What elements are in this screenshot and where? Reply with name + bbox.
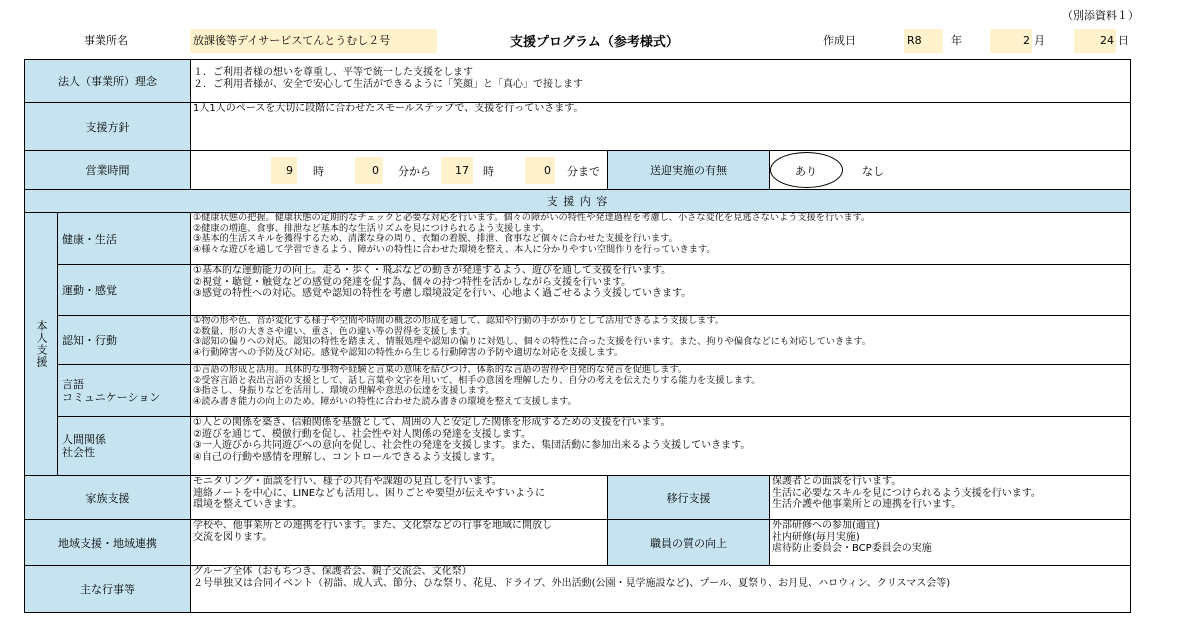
motor-text: ①基本的な運動能力の向上。走る・歩く・飛ぶなどの動きが発達するよう、遊びを通して支援を行います。 ②視覚・聴覚・触覚などの感覚の発達を促す為、個々の持つ特性を活かしながら支援を行います。 ③感覚の特性への対応。感覚や認知の特性を考慮し環境設定を行い、心地よく過ごせるよう支援していきます。 bbox=[190, 264, 1131, 316]
office-label: 事業所名 bbox=[84, 34, 128, 47]
created-label: 作成日 bbox=[823, 34, 856, 47]
end-hour: 17 bbox=[441, 157, 473, 184]
staff-text: 外部研修への参加(適宜) 社内研修(毎月実施) 虐待防止委員会・BCP委員会の実施 bbox=[769, 519, 1131, 566]
self-support-label: 本人支援 bbox=[24, 212, 58, 476]
events-label: 主な行事等 bbox=[24, 565, 191, 613]
minute-until: 分まで bbox=[567, 164, 600, 178]
relations-label: 人間関係 社会性 bbox=[57, 416, 191, 476]
transport-yes: あり bbox=[795, 164, 817, 178]
family-text: モニタリング・面談を行い、様子の共有や課題の見直しを行います。 連絡ノートを中心に、LINEなども活用し、困りごとや要望が伝えやすいように 環境を整えていきます。 bbox=[190, 475, 608, 520]
month-unit: 月 bbox=[1034, 34, 1045, 47]
transport-label: 送迎実施の有無 bbox=[607, 150, 770, 190]
transition-text: 保護者との面談を行います。 生活に必要なスキルを見につけられるよう支援を行います。 生活介護や他事業所との連携を行います。 bbox=[769, 475, 1131, 520]
motor-label: 運動・感覚 bbox=[57, 264, 191, 316]
cognition-label: 認知・行動 bbox=[57, 315, 191, 365]
policy-label: 支援方針 bbox=[24, 102, 191, 151]
hours-label: 営業時間 bbox=[24, 150, 191, 190]
created-month: 2 bbox=[990, 29, 1032, 53]
created-day: 24 bbox=[1074, 29, 1116, 53]
appendix-note: （別添資料１） bbox=[1062, 9, 1139, 22]
day-unit: 日 bbox=[1118, 34, 1129, 47]
staff-label: 職員の質の向上 bbox=[607, 519, 770, 566]
philosophy-text: １．ご利用者様の想いを尊重し、平等で統一した支援をします ２．ご利用者様が、安全で安心して生活ができるように「笑顔」と「真心」で接します bbox=[190, 59, 1131, 103]
language-label: 言語 コミュニケーション bbox=[57, 364, 191, 417]
end-minute: 0 bbox=[525, 157, 555, 184]
start-minute: 0 bbox=[355, 157, 383, 184]
start-hour: 9 bbox=[271, 157, 297, 184]
page-title: 支援プログラム（参考様式） bbox=[510, 35, 679, 50]
events-text: グループ全体（おもちつき、保護者会、親子交流会、文化祭） ２号単独又は合同イベント（初詣、成人式、節分、ひな祭り、花見、ドライブ、外出活動(公園・見学施設など)、プール、夏祭り、お月見、ハロウィン、クリスマス会等) bbox=[190, 565, 1131, 613]
hours-cell bbox=[190, 150, 608, 190]
relations-text: ①人との関係を築き、信頼関係を基盤として、周囲の人と安定した関係を形成するための支援を行います。 ②遊びを通じて、模倣行動を促し、社会性や対人関係の発達を支援します。 ③一人遊びから共同遊びへの意向を促し、社会性の発達を支援します。また、集団活動に参加出来るよう支援していきます。 ④自己の行動や感情を理解し、コントロールできるよう支援します。 bbox=[190, 416, 1131, 476]
transport-no: なし bbox=[862, 164, 884, 178]
community-label: 地域支援・地域連携 bbox=[24, 519, 191, 566]
transport-cell bbox=[769, 150, 1131, 190]
office-name: 放課後等デイサービスてんとうむし２号 bbox=[190, 29, 437, 53]
health-label: 健康・生活 bbox=[57, 212, 191, 265]
content-header: 支 援 内 容 bbox=[24, 189, 1131, 213]
year-unit: 年 bbox=[951, 34, 962, 47]
hour-unit: 時 bbox=[313, 164, 324, 178]
community-text: 学校や、他事業所との連携を行います。また、文化祭などの行事を地域に開放し 交流を図ります。 bbox=[190, 519, 608, 566]
created-era: R8 bbox=[904, 29, 943, 53]
policy-text: 1人1人のペースを大切に段階に合わせたスモールステップで、支援を行っていさます。 bbox=[190, 102, 1131, 151]
family-label: 家族支援 bbox=[24, 475, 191, 520]
cognition-text: ①物の形や色、音が変化する様子や空間や時間の概念の形成を通して、認知や行動の手がかりとして活用できるよう支援します。 ②数量、形の大きさや違い、重さ、色の違い等の習得を支援します。 ③認知の偏りへの対応。認知の特性を踏まえ、情報処理や認知の偏りに対処し、個々の特性に合った支援を行います。また、拘りや偏食などにも対応していきます。 ④行動障害への予防及び対応。感覚や認知の特性から生じる行動障害の予防や適切な対応を支援します。 bbox=[190, 315, 1131, 365]
philosophy-label: 法人（事業所）理念 bbox=[24, 59, 191, 103]
transition-label: 移行支援 bbox=[607, 475, 770, 520]
health-text: ①健康状態の把握。健康状態の定期的なチェックと必要な対応を行います。個々の障がいの特性や発達過程を考慮し、小さな変化を見逃さないよう支援を行います。 ②健康の増進、食事、排泄など基本的な生活リズムを見につけられるよう支援します。 ③基本的生活スキルを獲得するため、清潔な身の周り、衣類の着脱、排泄、食事など個々に合わせた支援を行います。 ④様々な遊びを通して学習できるよう、障がいの特性に合わせた環境を整え、本人に分かりやすい空間作りを行っていきます。 bbox=[190, 212, 1131, 265]
language-text: ①言語の形成と活用。具体的な事物や経験と言葉の意味を結びつけ、体系的な言語の習得や自発的な発言を促進します。 ②受容言語と表出言語の支援として、話し言葉や文字を用いて、相手の意図を理解したり、自分の考えを伝えたりする能力を支援します。 ③指さし、身振りなどを活用し、環境の理解や意思の伝達を支援します。 ④読み書き能力の向上のため、障がいの特性に合わせた読み書きの環境を整えて支援します。 bbox=[190, 364, 1131, 417]
minute-from: 分から bbox=[398, 164, 431, 178]
hour-unit-2: 時 bbox=[483, 164, 494, 178]
